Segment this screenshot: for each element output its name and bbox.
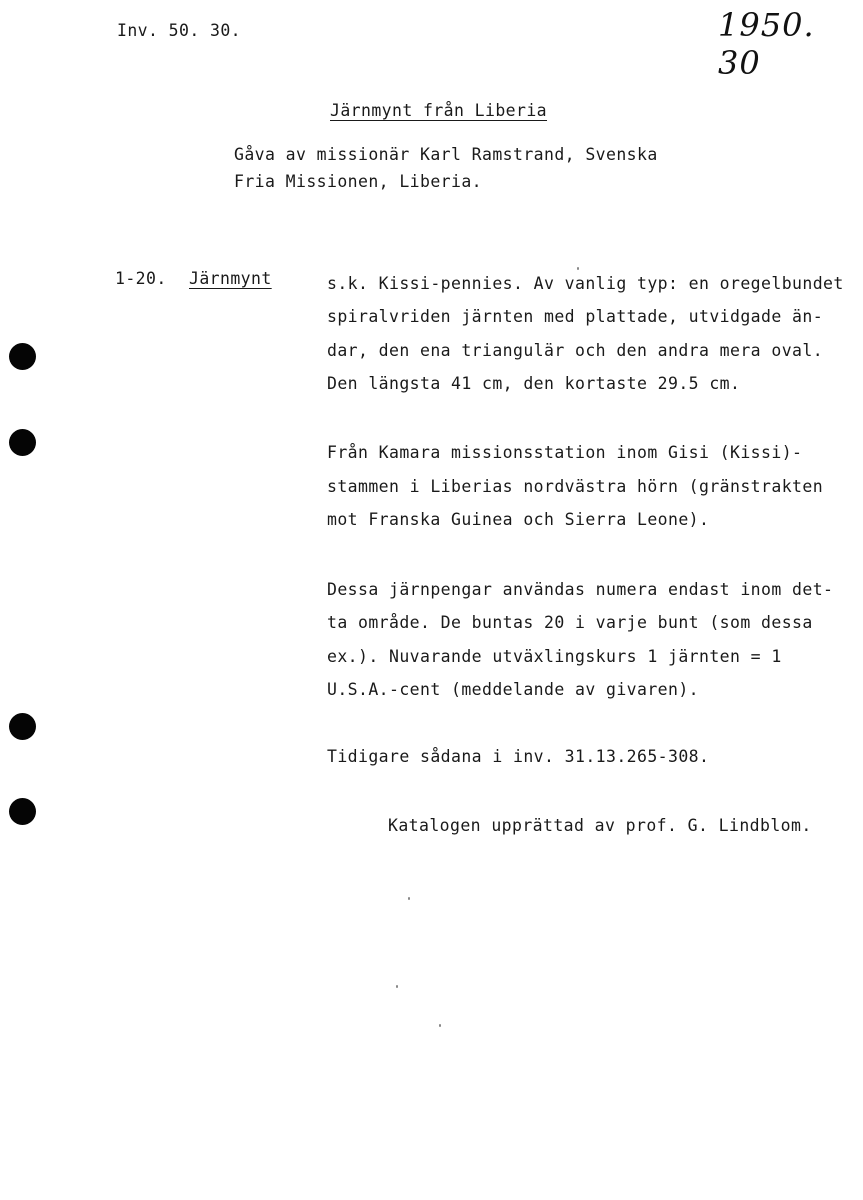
description-p1-line-2: spiralvriden järnten med plattade, utvidgade än-: [327, 307, 824, 326]
handwritten-inventory-number: 1950. 30: [718, 6, 815, 82]
description-p1-line-3: dar, den ena triangulär och den andra mera oval.: [327, 341, 824, 360]
description-p2-line-1: Från Kamara missionsstation inom Gisi (Kissi)-: [327, 443, 803, 462]
description-p2-line-3: mot Franska Guinea och Sierra Leone).: [327, 510, 710, 529]
donor-line-1: Gåva av missionär Karl Ramstrand, Svenska: [234, 145, 658, 164]
punch-hole: [9, 343, 36, 370]
description-p3-line-2: ta område. De buntas 20 i varje bunt (som dessa: [327, 613, 813, 632]
description-p3-line-1: Dessa järnpengar användas numera endast inom det-: [327, 580, 834, 599]
entry-number: 1-20.: [115, 269, 167, 288]
paper-speck: [439, 1024, 441, 1027]
donor-line-2: Fria Missionen, Liberia.: [234, 172, 483, 191]
description-p1-line-4: Den längsta 41 cm, den kortaste 29.5 cm.: [327, 374, 741, 393]
description-p2-line-2: stammen i Liberias nordvästra hörn (gränstrakten: [327, 477, 824, 496]
description-p1-line-1: s.k. Kissi-pennies. Av vanlig typ: en oregelbundet: [327, 274, 844, 293]
punch-hole: [9, 429, 36, 456]
paper-speck: [408, 897, 410, 900]
inventory-reference: Inv. 50. 30.: [117, 21, 242, 40]
previous-inventory-reference: Tidigare sådana i inv. 31.13.265-308.: [327, 747, 710, 766]
punch-hole: [9, 713, 36, 740]
paper-speck: [577, 267, 579, 270]
entry-name: Järnmynt: [189, 269, 272, 288]
catalog-author-line: Katalogen upprättad av prof. G. Lindblom.: [388, 816, 812, 835]
punch-hole: [9, 798, 36, 825]
document-title: Järnmynt från Liberia: [330, 101, 548, 120]
description-p3-line-4: U.S.A.-cent (meddelande av givaren).: [327, 680, 700, 699]
paper-speck: [396, 985, 398, 988]
description-p3-line-3: ex.). Nuvarande utväxlingskurs 1 järnten = 1: [327, 647, 782, 666]
